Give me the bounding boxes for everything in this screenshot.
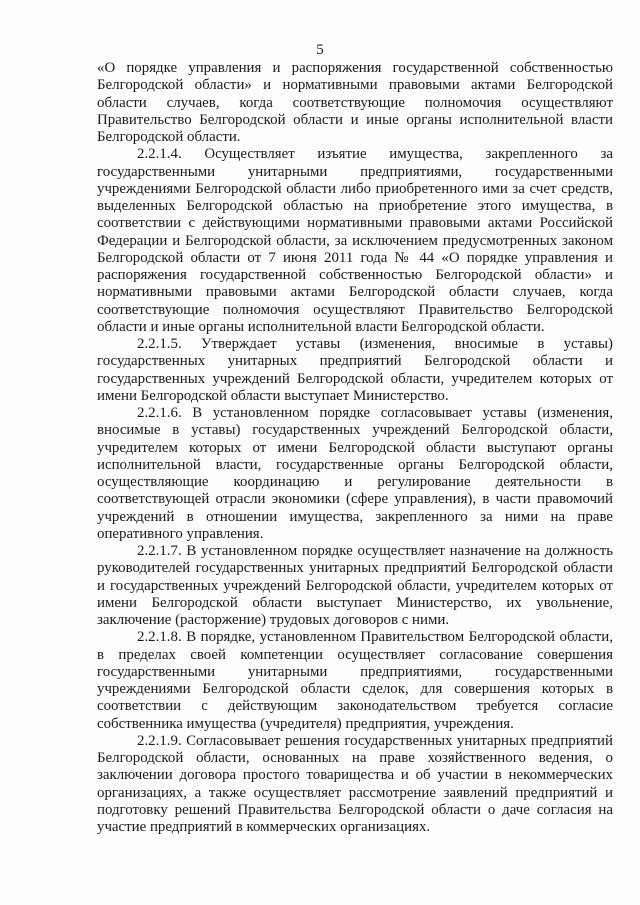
paragraph-p5: 2.2.1.8. В порядке, установленном Правительством Белгородской области, в пределах своей компетенции осуществляет согласование совершения государственными унитарными предприятиями, государственными учреждениями Белгородской области сделок, для совершения которых в соответствии с действующим законодательством требуется согласие собственника имущества (учредителя) предприятия, учреждения. [97, 629, 613, 732]
paragraph-p4: 2.2.1.7. В установленном порядке осуществляет назначение на должность руководителей государственных унитарных предприятий Белгородской области и государственных учреждений Белгородской области, учредителем которых от имени Белгородской области выступает Министерство, их увольнение, заключение (расторжение) трудовых договоров с ними. [97, 543, 613, 628]
document-body [97, 60, 613, 836]
paragraph-p6: 2.2.1.9. Согласовывает решения государственных унитарных предприятий Белгородской области, основанных на праве хозяйственного ведения, о заключении договора простого товарищества и об участии в некоммерческих организациях, а также осуществляет рассмотрение заявлений предприятий и подготовку решений Правительства Белгородской области о даче согласия на участие предприятий в коммерческих организациях. [97, 732, 613, 835]
paragraph-p3: 2.2.1.6. В установленном порядке согласовывает уставы (изменения, вносимые в уставы) государственных учреждений Белгородской области, учредителем которых от имени Белгородской области выступают органы исполнительной власти, государственные органы Белгородской области, осуществляющие координацию и регулирование деятельности в соответствующей отрасли экономики (сфере управления), в части правомочий учреждений в отношении имущества, закрепленного за ними на праве оперативного управления. [97, 405, 613, 542]
paragraph-p2: 2.2.1.5. Утверждает уставы (изменения, вносимые в уставы) государственных унитарных предприятий Белгородской области и государственных учреждений Белгородской области, учредителем которых от имени Белгородской области выступает Министерство. [97, 336, 613, 404]
paragraph-p1: 2.2.1.4. Осуществляет изъятие имущества, закрепленного за государственными унитарными предприятиями, государственными учреждениями Белгородской области либо приобретенного ими за счет средств, выделенных Белгородской областью на приобретение этого имущества, в соответствии с действующими нормативными правовыми актами Российской Федерации и Белгородской области, за исключением предусмотренных законом Белгородской области от 7 июня 2011 года № 44 «О порядке управления и распоряжения государственной собственностью Белгородской области» и нормативными правовыми актами Белгородской области случаев, когда соответствующие полномочия осуществляют Правительство Белгородской области и иные органы исполнительной власти Белгородской области. [97, 146, 613, 335]
paragraph-p0: «О порядке управления и распоряжения государственной собственностью Белгородской области» и нормативными правовыми актами Белгородской области случаев, когда соответствующие полномочия осуществляют Правительство Белгородской области и иные органы исполнительной власти Белгородской области. [97, 60, 613, 145]
page-number: 5 [316, 42, 324, 58]
